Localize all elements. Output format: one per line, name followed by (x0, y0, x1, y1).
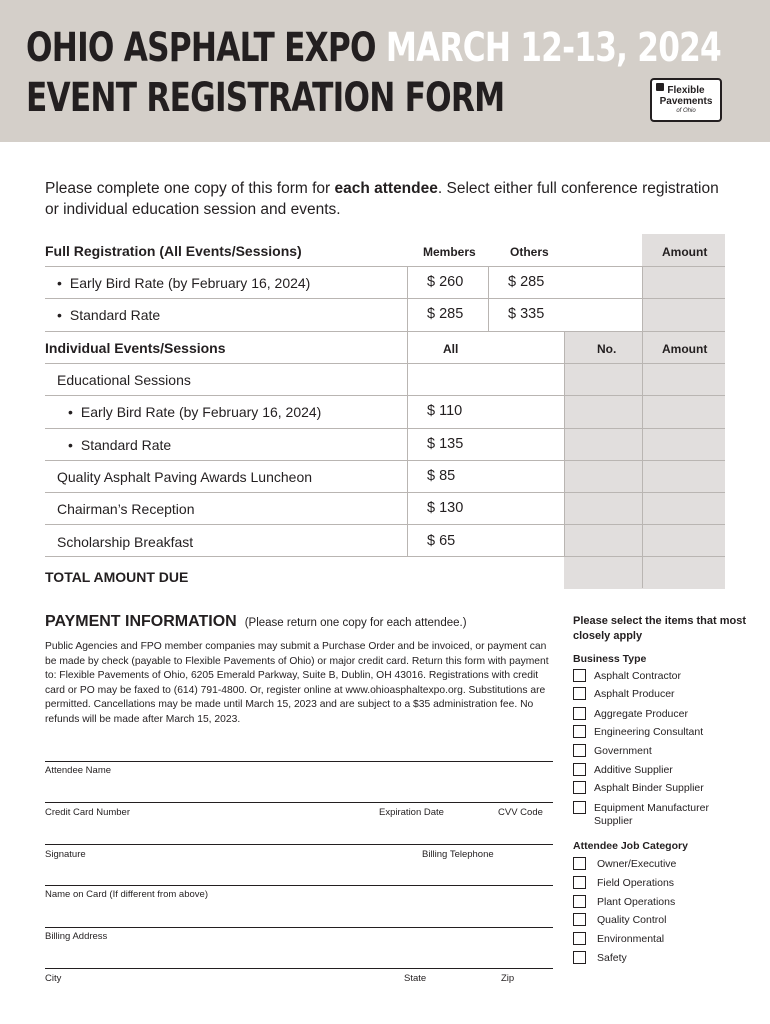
checkbox-box[interactable] (573, 857, 586, 870)
billing-address-label: Billing Address (45, 931, 108, 942)
logo-mark-icon (656, 83, 664, 91)
flexible-pavements-logo (650, 78, 722, 122)
checkbox-box[interactable] (573, 781, 586, 794)
others-column-header: Others (510, 245, 549, 259)
name-on-card-field[interactable] (45, 927, 553, 928)
billing-address-field[interactable] (45, 968, 553, 969)
attendee-name-label: Attendee Name (45, 765, 112, 776)
checkbox-label: Environmental (597, 933, 665, 945)
standard-others-price: $ 335 (508, 306, 545, 322)
chairmans-reception-price: $ 130 (427, 500, 464, 516)
payment-title-text: PAYMENT INFORMATION (45, 613, 237, 630)
standard-members-price: $ 285 (427, 306, 464, 322)
early-bird-members-price: $ 260 (427, 274, 464, 290)
amount-column-header-2: Amount (662, 342, 708, 356)
business-type-heading: Business Type (573, 653, 647, 665)
full-registration-heading: Full Registration (All Events/Sessions) (45, 243, 302, 259)
job-category-heading: Attendee Job Category (573, 840, 688, 852)
checkbox-box[interactable] (573, 707, 586, 720)
logo-text-line-3: of Ohio (676, 108, 696, 114)
checkbox-label: Additive Supplier (594, 764, 673, 776)
total-amount-due-label: TOTAL AMOUNT DUE (45, 569, 189, 585)
checkbox-label: Engineering Consultant (594, 726, 704, 738)
checkbox-box[interactable] (573, 744, 586, 757)
intro-before: Please complete one copy of this form for (45, 180, 335, 197)
checkbox-label: Asphalt Contractor (594, 670, 681, 682)
early-bird-session-price: $ 110 (427, 403, 463, 419)
logo-text-line-1: Flexible (667, 85, 705, 96)
attendee-name-field[interactable] (45, 802, 553, 803)
awards-luncheon-price: $ 85 (427, 468, 456, 484)
checkbox-box[interactable] (573, 876, 586, 889)
checkbox-label: Asphalt Producer (594, 688, 675, 700)
checkbox-box[interactable] (573, 763, 586, 776)
checkbox-box[interactable] (573, 913, 586, 926)
checkbox-box[interactable] (573, 725, 586, 738)
divider-top (45, 761, 553, 762)
checkbox-label: Field Operations (597, 877, 675, 889)
early-bird-full-label: • Early Bird Rate (by February 16, 2024) (57, 274, 310, 292)
intro-text (45, 178, 725, 220)
logo-text-line-2: Pavements (659, 96, 713, 107)
signature-label: Signature (45, 849, 86, 860)
checkbox-box[interactable] (573, 801, 586, 814)
amount-column-header: Amount (662, 245, 708, 259)
zip-label: Zip (501, 973, 515, 984)
payment-subtitle: (Please return one copy for each attendee.) (244, 617, 467, 629)
no-column-header: No. (597, 342, 617, 356)
checkbox-box[interactable] (573, 932, 586, 945)
credit-card-label: Credit Card Number (45, 807, 130, 818)
standard-session-label: • Standard Rate (68, 436, 171, 454)
credit-card-field[interactable] (45, 844, 553, 845)
page-title-line-2: EVENT REGISTRATION FORM (26, 75, 505, 121)
educational-sessions-label: Educational Sessions (57, 372, 191, 388)
payment-info-title (45, 612, 467, 633)
checkbox-label: Quality Control (597, 914, 667, 926)
expo-title: OHIO ASPHALT EXPO (26, 25, 376, 71)
awards-luncheon-label: Quality Asphalt Paving Awards Luncheon (57, 469, 313, 485)
checkbox-label: Government (594, 745, 652, 757)
header-banner (0, 0, 770, 142)
all-column-header: All (443, 342, 459, 356)
early-bird-session-label: • Early Bird Rate (by February 16, 2024) (68, 403, 321, 421)
checkbox-label: Safety (597, 952, 627, 964)
checkbox-box[interactable] (573, 669, 586, 682)
signature-field[interactable] (45, 885, 553, 886)
intro-after: . Select either full conference registration or individual education session and events. (45, 180, 719, 218)
payment-instructions: Public Agencies and FPO member companies may submit a Purchase Order and be invoiced, or payment can be made by check (payable to Flexible Pavements of Ohio) or major credit card. Return this form with payment to: Flexible Pavements of Ohio, 6205 Emerald Parkway, Suite B, Dublin, OH 43016. Registrations with credit card or PO may be faxed to (614) 791-4800. Or, register online at www.ohioasphaltexpo.org. Substitutions are permitted. Cancellations may be made until March 15, 2023 and are subject to a $35 administration fee. No refunds will be made after March 15, 2023. (45, 641, 549, 725)
scholarship-breakfast-label: Scholarship Breakfast (57, 534, 194, 550)
standard-session-price: $ 135 (427, 436, 464, 452)
checkbox-label: Equipment Manufacturer Supplier (594, 802, 709, 827)
checkbox-box[interactable] (573, 687, 586, 700)
cvv-code-label: CVV Code (498, 807, 543, 818)
scholarship-breakfast-price: $ 65 (427, 533, 456, 549)
checkbox-label: Owner/Executive (597, 858, 677, 870)
standard-full-label: • Standard Rate (57, 306, 160, 324)
checkbox-box[interactable] (573, 951, 586, 964)
expiration-date-label: Expiration Date (379, 807, 444, 818)
page-title-line-1 (26, 26, 721, 70)
fee-table (45, 234, 725, 589)
individual-events-heading: Individual Events/Sessions (45, 340, 226, 356)
checkbox-box[interactable] (573, 895, 586, 908)
name-on-card-label: Name on Card (If different from above) (45, 889, 208, 900)
intro-emphasis: each attendee (334, 180, 438, 197)
billing-telephone-label: Billing Telephone (422, 849, 494, 860)
state-label: State (404, 973, 427, 984)
city-label: City (45, 973, 62, 984)
checkbox-label: Aggregate Producer (594, 708, 688, 720)
members-column-header: Members (423, 245, 476, 259)
chairmans-reception-label: Chairman’s Reception (57, 501, 195, 517)
early-bird-others-price: $ 285 (508, 274, 545, 290)
checkbox-label: Plant Operations (597, 896, 676, 908)
sidebar-title: Please select the items that most closely apply (573, 615, 747, 642)
expo-date: MARCH 12-13, 2024 (385, 25, 721, 71)
checkbox-label: Asphalt Binder Supplier (594, 782, 704, 794)
